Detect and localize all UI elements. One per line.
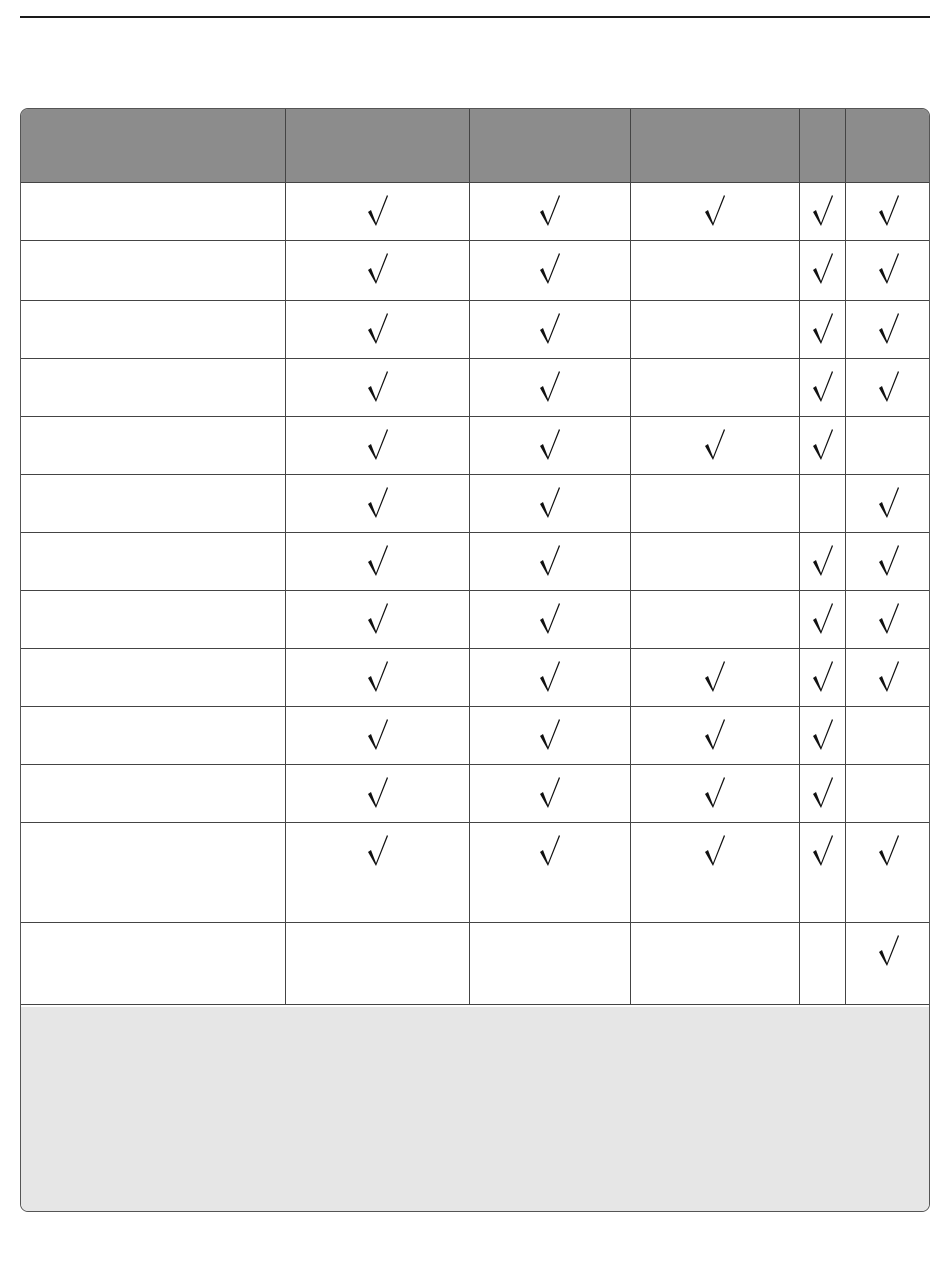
- checkmark-icon: [367, 311, 389, 345]
- checkmark-icon: [367, 543, 389, 577]
- checkmark-icon: [367, 485, 389, 519]
- row-label: [21, 359, 286, 416]
- table-row: [21, 923, 929, 1005]
- table-row: [21, 241, 929, 301]
- table-cell: [846, 183, 930, 240]
- table-cell: [470, 241, 631, 300]
- table-cell: [846, 359, 930, 416]
- table-cell: [631, 707, 800, 764]
- table-cell: [800, 417, 846, 474]
- row-label: [21, 183, 286, 240]
- table-cell: [631, 591, 800, 648]
- checkmark-icon: [878, 369, 900, 403]
- row-label: [21, 765, 286, 822]
- table-row: [21, 707, 929, 765]
- table-cell: [800, 359, 846, 416]
- checkmark-icon: [367, 251, 389, 285]
- table-cell: [286, 417, 470, 474]
- table-cell: [631, 765, 800, 822]
- table-cell: [846, 241, 930, 300]
- table-cell: [846, 923, 930, 1004]
- checkmark-icon: [539, 659, 561, 693]
- checkmark-icon: [367, 369, 389, 403]
- checkmark-icon: [539, 775, 561, 809]
- table-cell: [800, 707, 846, 764]
- checkmark-icon: [878, 833, 900, 867]
- checkmark-icon: [704, 833, 726, 867]
- table-cell: [846, 301, 930, 358]
- table-row: [21, 533, 929, 591]
- table-row: [21, 417, 929, 475]
- table-row: [21, 183, 929, 241]
- checkmark-icon: [539, 251, 561, 285]
- checkmark-icon: [812, 775, 834, 809]
- checkmark-icon: [539, 543, 561, 577]
- checkmark-icon: [812, 659, 834, 693]
- checkmark-icon: [704, 427, 726, 461]
- table-row: [21, 823, 929, 923]
- checkmark-icon: [812, 311, 834, 345]
- checkmark-icon: [878, 485, 900, 519]
- table-cell: [286, 823, 470, 922]
- table-row: [21, 301, 929, 359]
- table-cell: [631, 183, 800, 240]
- table-cell: [286, 301, 470, 358]
- row-label: [21, 923, 286, 1004]
- table-header-row: [21, 109, 929, 183]
- checkmark-icon: [878, 311, 900, 345]
- checkmark-icon: [704, 717, 726, 751]
- table-row: [21, 649, 929, 707]
- table-cell: [470, 359, 631, 416]
- table-cell: [800, 533, 846, 590]
- header-cell-col2: [470, 109, 631, 183]
- table-cell: [846, 649, 930, 706]
- checkmark-icon: [539, 193, 561, 227]
- table-cell: [631, 923, 800, 1004]
- table-cell: [631, 301, 800, 358]
- table-cell: [470, 707, 631, 764]
- table-cell: [470, 475, 631, 532]
- checkmark-icon: [812, 369, 834, 403]
- table-cell: [800, 649, 846, 706]
- checkmark-icon: [704, 659, 726, 693]
- table-cell: [631, 649, 800, 706]
- table-cell: [470, 533, 631, 590]
- table-cell: [800, 823, 846, 922]
- checkmark-icon: [878, 933, 900, 967]
- table-cell: [800, 183, 846, 240]
- table-cell: [470, 417, 631, 474]
- table-cell: [846, 707, 930, 764]
- header-cell-col1: [286, 109, 470, 183]
- checkmark-icon: [812, 543, 834, 577]
- checkmark-icon: [812, 601, 834, 635]
- table-cell: [631, 241, 800, 300]
- checkmark-icon: [367, 717, 389, 751]
- table-cell: [286, 241, 470, 300]
- table-cell: [846, 591, 930, 648]
- checkmark-icon: [704, 775, 726, 809]
- checkmark-icon: [812, 427, 834, 461]
- table-cell: [800, 591, 846, 648]
- row-label: [21, 417, 286, 474]
- checkmark-icon: [539, 369, 561, 403]
- table-cell: [470, 301, 631, 358]
- table-cell: [800, 475, 846, 532]
- table-row: [21, 475, 929, 533]
- row-label: [21, 475, 286, 532]
- row-label: [21, 533, 286, 590]
- table-cell: [286, 923, 470, 1004]
- table-cell: [800, 765, 846, 822]
- checkmark-icon: [367, 427, 389, 461]
- checkmark-icon: [812, 717, 834, 751]
- table-cell: [631, 533, 800, 590]
- table-cell: [470, 591, 631, 648]
- table-cell: [470, 183, 631, 240]
- top-rule: [20, 16, 930, 18]
- checkmark-icon: [539, 601, 561, 635]
- table-row: [21, 591, 929, 649]
- checkmark-icon: [812, 251, 834, 285]
- table-cell: [846, 417, 930, 474]
- table-cell: [846, 533, 930, 590]
- checkmark-icon: [367, 833, 389, 867]
- table-cell: [631, 359, 800, 416]
- table-cell: [631, 475, 800, 532]
- table-cell: [470, 765, 631, 822]
- checkmark-icon: [878, 659, 900, 693]
- header-cell-col5: [846, 109, 930, 183]
- table-cell: [470, 823, 631, 922]
- checkmark-icon: [539, 833, 561, 867]
- table-cell: [286, 649, 470, 706]
- checkmark-icon: [367, 601, 389, 635]
- header-cell-col4: [800, 109, 846, 183]
- row-label: [21, 823, 286, 922]
- table-footnote: [21, 1007, 929, 1212]
- compatibility-table: [20, 108, 930, 1212]
- header-cell-col3: [631, 109, 800, 183]
- checkmark-icon: [812, 833, 834, 867]
- row-label: [21, 649, 286, 706]
- table-cell: [800, 301, 846, 358]
- checkmark-icon: [878, 601, 900, 635]
- table-row: [21, 765, 929, 823]
- checkmark-icon: [878, 251, 900, 285]
- table-cell: [286, 533, 470, 590]
- checkmark-icon: [878, 193, 900, 227]
- table-cell: [631, 823, 800, 922]
- checkmark-icon: [539, 717, 561, 751]
- row-label: [21, 707, 286, 764]
- checkmark-icon: [367, 193, 389, 227]
- table-cell: [286, 183, 470, 240]
- table-cell: [631, 417, 800, 474]
- row-label: [21, 591, 286, 648]
- checkmark-icon: [367, 775, 389, 809]
- table-cell: [800, 923, 846, 1004]
- table-row: [21, 359, 929, 417]
- checkmark-icon: [878, 543, 900, 577]
- table-cell: [846, 765, 930, 822]
- table-cell: [286, 591, 470, 648]
- checkmark-icon: [539, 311, 561, 345]
- table-cell: [286, 359, 470, 416]
- table-cell: [800, 241, 846, 300]
- table-cell: [846, 475, 930, 532]
- table-cell: [286, 475, 470, 532]
- row-label: [21, 241, 286, 300]
- checkmark-icon: [539, 427, 561, 461]
- table-cell: [846, 823, 930, 922]
- table-cell: [286, 765, 470, 822]
- table-cell: [470, 649, 631, 706]
- table-cell: [286, 707, 470, 764]
- table-cell: [470, 923, 631, 1004]
- checkmark-icon: [704, 193, 726, 227]
- checkmark-icon: [539, 485, 561, 519]
- row-label: [21, 301, 286, 358]
- header-cell-label: [21, 109, 286, 183]
- checkmark-icon: [367, 659, 389, 693]
- checkmark-icon: [812, 193, 834, 227]
